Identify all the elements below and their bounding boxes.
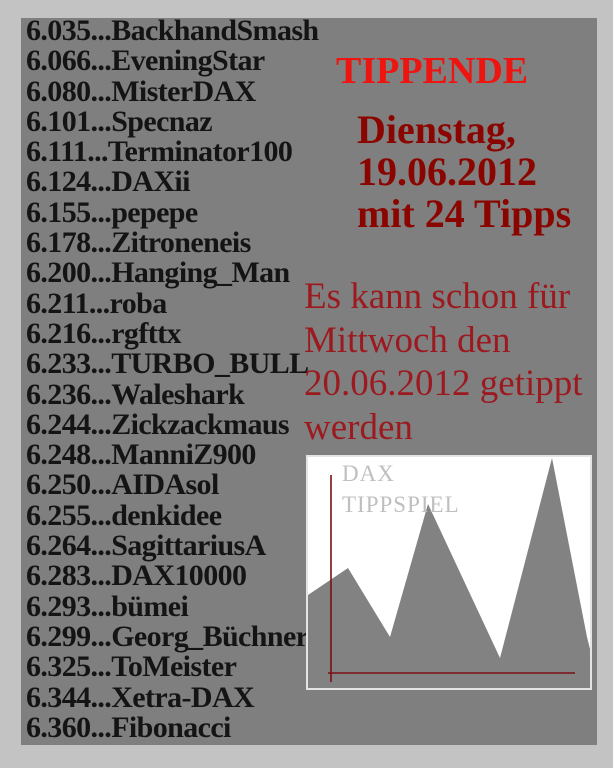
logo-watermark xyxy=(342,458,460,520)
tip-row: 6.360...Fibonacci xyxy=(26,710,231,744)
tip-row: 6.293...bümei xyxy=(26,589,189,623)
tip-row: 6.101...Specnaz xyxy=(26,104,213,138)
page-title: TIPPENDE xyxy=(336,50,529,92)
logo-watermark-line: DAX xyxy=(342,461,395,486)
tip-row: 6.178...Zitroneneis xyxy=(26,226,251,260)
tip-row: 6.283...DAX10000 xyxy=(26,559,247,593)
draw-date-line: Dienstag, xyxy=(357,107,516,152)
draw-date-line: mit 24 Tipps xyxy=(357,191,572,236)
tip-row: 6.200...Hanging_Man xyxy=(26,256,290,290)
next-tip-line: werden xyxy=(304,406,413,448)
content-panel xyxy=(21,14,597,745)
tip-row: 6.066...EveningStar xyxy=(26,44,265,78)
logo-watermark-line: TIPPSPIEL xyxy=(342,492,460,517)
tip-row: 6.080...MisterDAX xyxy=(26,74,256,108)
tip-row: 6.248...ManniZ900 xyxy=(26,438,256,472)
tip-row: 6.344...Xetra-DAX xyxy=(26,680,255,714)
next-tip-line: 20.06.2012 getippt xyxy=(304,363,583,404)
tip-row: 6.124...DAXii xyxy=(26,165,190,199)
next-tip-line: Mittwoch den xyxy=(304,319,511,361)
tip-row: 6.216...rgfttx xyxy=(26,316,181,350)
tip-row: 6.111...Terminator100 xyxy=(26,135,293,169)
tip-row: 6.211...roba xyxy=(26,286,167,320)
draw-date-line: 19.06.2012 xyxy=(357,149,537,194)
draw-date-block xyxy=(357,109,571,235)
tip-row: 6.264...SagittariusA xyxy=(26,529,266,563)
tip-row: 6.244...Zickzackmaus xyxy=(26,407,290,441)
tip-row: 6.299...Georg_Büchner xyxy=(26,619,309,653)
tip-row: 6.236...Waleshark xyxy=(26,377,245,411)
tip-row: 6.250...AIDAsol xyxy=(26,468,219,502)
dax-tippspiel-logo xyxy=(308,457,590,688)
tip-row: 6.255...denkidee xyxy=(26,498,222,532)
tip-row: 6.155...pepepe xyxy=(26,195,198,229)
tip-row: 6.325...ToMeister xyxy=(26,650,237,684)
tips-list xyxy=(26,16,319,743)
tip-row: 6.035...BackhandSmash xyxy=(26,14,319,47)
tip-row: 6.233...TURBO_BULL xyxy=(26,347,309,381)
next-tip-line: Es kann schon für xyxy=(304,276,571,317)
next-tip-note xyxy=(304,275,583,449)
